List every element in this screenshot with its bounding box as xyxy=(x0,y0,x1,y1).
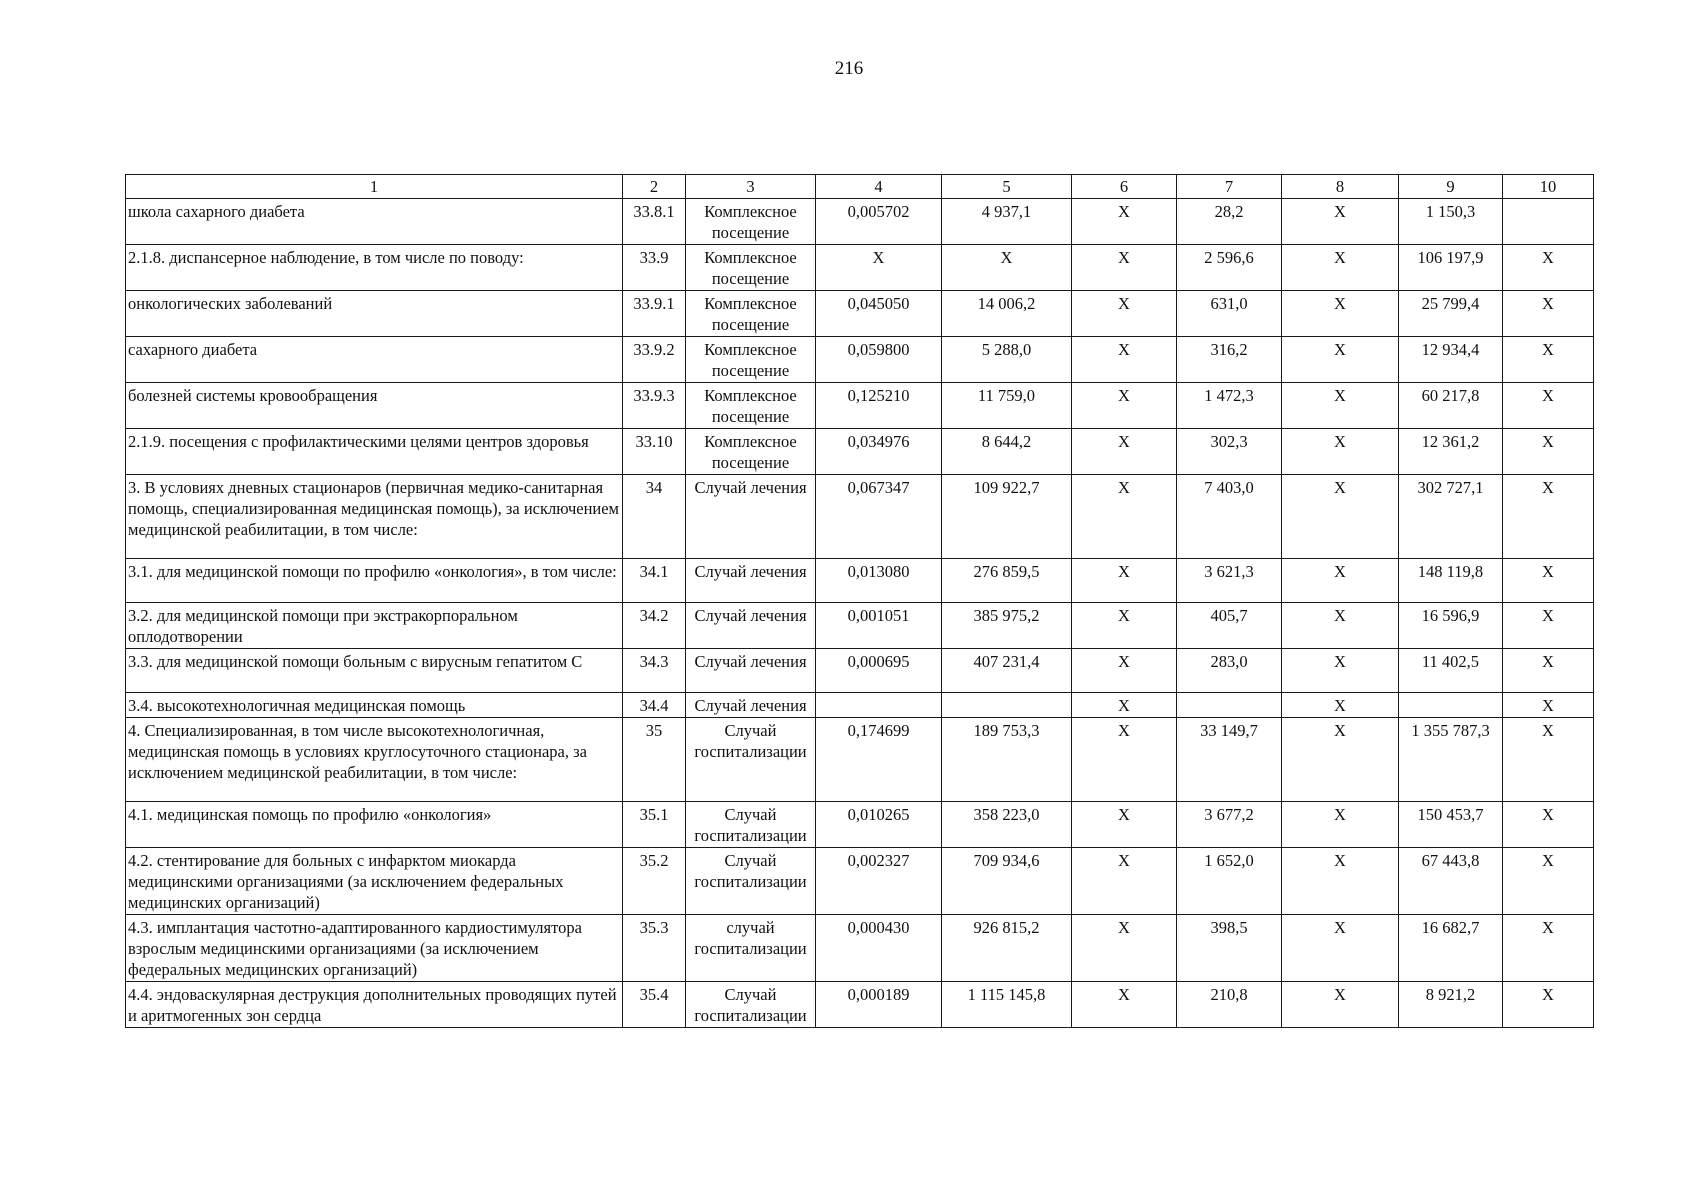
table-cell: X xyxy=(1282,982,1399,1028)
table-cell: 33.9.1 xyxy=(623,291,686,337)
table-cell: 3 677,2 xyxy=(1177,802,1282,848)
table-cell: X xyxy=(1072,559,1177,603)
table-cell: X xyxy=(1072,245,1177,291)
table-cell: 11 759,0 xyxy=(942,383,1072,429)
table-cell: 150 453,7 xyxy=(1399,802,1503,848)
table-cell: X xyxy=(1072,603,1177,649)
table-cell xyxy=(1503,199,1594,245)
table-cell: 60 217,8 xyxy=(1399,383,1503,429)
table-cell: X xyxy=(1503,291,1594,337)
table-cell: 1 652,0 xyxy=(1177,848,1282,915)
table-cell: X xyxy=(1072,429,1177,475)
table-cell: 35.1 xyxy=(623,802,686,848)
table-cell: X xyxy=(1072,291,1177,337)
row-label-cell: 3.4. высокотехнологичная медицинская помощь xyxy=(126,693,623,718)
table-cell: Случай госпитализации xyxy=(686,982,816,1028)
table-cell: X xyxy=(1282,245,1399,291)
table-row xyxy=(126,559,1594,603)
table-cell: 25 799,4 xyxy=(1399,291,1503,337)
row-label-cell: 3. В условиях дневных стационаров (первичная медико-санитарная помощь, специализированная медицинская помощь), за исключением медицинской реабилитации, в том числе: xyxy=(126,475,623,559)
table-cell: 34.3 xyxy=(623,649,686,693)
table-cell xyxy=(1399,693,1503,718)
table-cell: 12 934,4 xyxy=(1399,337,1503,383)
table-cell xyxy=(942,693,1072,718)
table-cell xyxy=(816,693,942,718)
row-label-cell: школа сахарного диабета xyxy=(126,199,623,245)
column-header: 10 xyxy=(1503,175,1594,199)
table-body xyxy=(126,199,1594,1028)
table-cell: X xyxy=(1282,199,1399,245)
column-header: 2 xyxy=(623,175,686,199)
table-cell: 1 115 145,8 xyxy=(942,982,1072,1028)
table-cell: X xyxy=(1503,383,1594,429)
table-cell: X xyxy=(1503,982,1594,1028)
table-cell: Комплексное посещение xyxy=(686,291,816,337)
column-header: 9 xyxy=(1399,175,1503,199)
table-cell: X xyxy=(1072,475,1177,559)
table-cell: Случай госпитализации xyxy=(686,802,816,848)
table-cell: 0,000430 xyxy=(816,915,942,982)
table-cell: 67 443,8 xyxy=(1399,848,1503,915)
table-row xyxy=(126,718,1594,802)
table-cell: 28,2 xyxy=(1177,199,1282,245)
table-row xyxy=(126,848,1594,915)
table-cell: 148 119,8 xyxy=(1399,559,1503,603)
table-cell: 11 402,5 xyxy=(1399,649,1503,693)
table-cell: Случай госпитализации xyxy=(686,718,816,802)
table-cell: X xyxy=(1282,291,1399,337)
table-row xyxy=(126,603,1594,649)
table-cell: Случай лечения xyxy=(686,475,816,559)
table-cell: 34.1 xyxy=(623,559,686,603)
column-header: 5 xyxy=(942,175,1072,199)
table-cell: X xyxy=(1282,649,1399,693)
table-cell: 34.2 xyxy=(623,603,686,649)
table-cell: 8 921,2 xyxy=(1399,982,1503,1028)
table-cell: 189 753,3 xyxy=(942,718,1072,802)
table-cell: X xyxy=(1072,802,1177,848)
table-row xyxy=(126,429,1594,475)
row-label-cell: сахарного диабета xyxy=(126,337,623,383)
table-cell: X xyxy=(1282,693,1399,718)
table-cell xyxy=(1177,693,1282,718)
table-cell: X xyxy=(1282,915,1399,982)
table-cell: 1 355 787,3 xyxy=(1399,718,1503,802)
table-cell: X xyxy=(1503,337,1594,383)
row-label-cell: 4.3. имплантация частотно-адаптированного кардиостимулятора взрослым медицинскими организациями (за исключением федеральных медицинских организаций) xyxy=(126,915,623,982)
table-cell: X xyxy=(1503,693,1594,718)
table-cell: 302,3 xyxy=(1177,429,1282,475)
table-cell: X xyxy=(1282,383,1399,429)
column-header: 6 xyxy=(1072,175,1177,199)
table-cell: 5 288,0 xyxy=(942,337,1072,383)
table-cell: Комплексное посещение xyxy=(686,429,816,475)
table-header-row xyxy=(126,175,1594,199)
table-row xyxy=(126,291,1594,337)
table-cell: X xyxy=(1503,475,1594,559)
table-cell: 0,002327 xyxy=(816,848,942,915)
table-cell: 7 403,0 xyxy=(1177,475,1282,559)
table-cell: X xyxy=(1503,848,1594,915)
row-label-cell: 3.1. для медицинской помощи по профилю «онкология», в том числе: xyxy=(126,559,623,603)
table-cell: 35.3 xyxy=(623,915,686,982)
table-cell: X xyxy=(1072,848,1177,915)
table-cell: Комплексное посещение xyxy=(686,199,816,245)
table-row xyxy=(126,383,1594,429)
page-number: 216 xyxy=(834,58,864,79)
table-cell: X xyxy=(816,245,942,291)
table-cell: 109 922,7 xyxy=(942,475,1072,559)
table-cell: 3 621,3 xyxy=(1177,559,1282,603)
table-cell: 0,013080 xyxy=(816,559,942,603)
table-cell: 33.9.2 xyxy=(623,337,686,383)
table-cell: 926 815,2 xyxy=(942,915,1072,982)
table-cell: X xyxy=(1072,718,1177,802)
table-cell: 0,174699 xyxy=(816,718,942,802)
column-header: 1 xyxy=(126,175,623,199)
row-label-cell: 2.1.9. посещения с профилактическими целями центров здоровья xyxy=(126,429,623,475)
table-cell: 0,001051 xyxy=(816,603,942,649)
table-cell: Комплексное посещение xyxy=(686,383,816,429)
table-cell: 210,8 xyxy=(1177,982,1282,1028)
table-cell: X xyxy=(1072,649,1177,693)
table-cell: 407 231,4 xyxy=(942,649,1072,693)
table-row xyxy=(126,337,1594,383)
table-cell: X xyxy=(1503,718,1594,802)
table-row xyxy=(126,915,1594,982)
table-cell: 35.4 xyxy=(623,982,686,1028)
table-cell: 709 934,6 xyxy=(942,848,1072,915)
table-cell: 8 644,2 xyxy=(942,429,1072,475)
table-cell: 0,010265 xyxy=(816,802,942,848)
table-cell: X xyxy=(1282,603,1399,649)
data-table xyxy=(125,174,1594,1028)
table-cell: X xyxy=(942,245,1072,291)
table-cell: Комплексное посещение xyxy=(686,245,816,291)
table-cell: 33.8.1 xyxy=(623,199,686,245)
table-cell: 33.9 xyxy=(623,245,686,291)
table-cell: 14 006,2 xyxy=(942,291,1072,337)
table-cell: X xyxy=(1282,848,1399,915)
table-cell: 34.4 xyxy=(623,693,686,718)
table-cell: 33 149,7 xyxy=(1177,718,1282,802)
table-cell: 0,125210 xyxy=(816,383,942,429)
table-cell: 1 472,3 xyxy=(1177,383,1282,429)
table-cell: X xyxy=(1503,649,1594,693)
table-cell: 33.10 xyxy=(623,429,686,475)
column-header: 7 xyxy=(1177,175,1282,199)
table-cell: 302 727,1 xyxy=(1399,475,1503,559)
table-cell: Случай лечения xyxy=(686,693,816,718)
table-row xyxy=(126,649,1594,693)
table-row xyxy=(126,199,1594,245)
table-cell: 398,5 xyxy=(1177,915,1282,982)
row-label-cell: 4.2. стентирование для больных с инфарктом миокарда медицинскими организациями (за исключением федеральных медицинских организаций) xyxy=(126,848,623,915)
table-cell: 405,7 xyxy=(1177,603,1282,649)
table-cell: X xyxy=(1503,802,1594,848)
column-header: 4 xyxy=(816,175,942,199)
table-cell: X xyxy=(1072,693,1177,718)
table-cell: 385 975,2 xyxy=(942,603,1072,649)
table-cell: 0,005702 xyxy=(816,199,942,245)
table-cell: 35 xyxy=(623,718,686,802)
table-cell: X xyxy=(1503,429,1594,475)
table-cell: X xyxy=(1503,245,1594,291)
table-cell: 631,0 xyxy=(1177,291,1282,337)
row-label-cell: 2.1.8. диспансерное наблюдение, в том числе по поводу: xyxy=(126,245,623,291)
table-cell: X xyxy=(1072,982,1177,1028)
table-cell: 283,0 xyxy=(1177,649,1282,693)
table-cell: 35.2 xyxy=(623,848,686,915)
table-cell: 12 361,2 xyxy=(1399,429,1503,475)
table-cell: X xyxy=(1282,475,1399,559)
table-cell: Случай госпитализации xyxy=(686,848,816,915)
row-label-cell: 4.1. медицинская помощь по профилю «онкология» xyxy=(126,802,623,848)
table-cell: 33.9.3 xyxy=(623,383,686,429)
row-label-cell: 4. Специализированная, в том числе высокотехнологичная, медицинская помощь в условиях круглосуточного стационара, за исключением медицинской реабилитации, в том числе: xyxy=(126,718,623,802)
table-cell: 0,045050 xyxy=(816,291,942,337)
column-header: 8 xyxy=(1282,175,1399,199)
table-cell: 316,2 xyxy=(1177,337,1282,383)
table-cell: X xyxy=(1282,337,1399,383)
table-cell: X xyxy=(1282,802,1399,848)
table-cell: 0,034976 xyxy=(816,429,942,475)
table-cell: X xyxy=(1282,559,1399,603)
table-cell: 106 197,9 xyxy=(1399,245,1503,291)
table-cell: 0,059800 xyxy=(816,337,942,383)
table-row xyxy=(126,982,1594,1028)
table-cell: 16 596,9 xyxy=(1399,603,1503,649)
table-cell: X xyxy=(1072,199,1177,245)
table-row xyxy=(126,802,1594,848)
table-cell: X xyxy=(1072,383,1177,429)
table-cell: 0,000695 xyxy=(816,649,942,693)
row-label-cell: 4.4. эндоваскулярная деструкция дополнительных проводящих путей и аритмогенных зон сердца xyxy=(126,982,623,1028)
table-cell: X xyxy=(1503,559,1594,603)
table-cell: Случай лечения xyxy=(686,559,816,603)
table-row xyxy=(126,693,1594,718)
table-cell: X xyxy=(1503,603,1594,649)
table-cell: 16 682,7 xyxy=(1399,915,1503,982)
table-cell: 358 223,0 xyxy=(942,802,1072,848)
table-cell: 34 xyxy=(623,475,686,559)
table-cell: Случай лечения xyxy=(686,649,816,693)
table-cell: 2 596,6 xyxy=(1177,245,1282,291)
table-cell: 276 859,5 xyxy=(942,559,1072,603)
row-label-cell: 3.2. для медицинской помощи при экстракорпоральном оплодотворении xyxy=(126,603,623,649)
row-label-cell: онкологических заболеваний xyxy=(126,291,623,337)
table-cell: X xyxy=(1072,337,1177,383)
table-row xyxy=(126,245,1594,291)
table-row xyxy=(126,475,1594,559)
table-cell: 4 937,1 xyxy=(942,199,1072,245)
table-cell: X xyxy=(1503,915,1594,982)
table-cell: 0,067347 xyxy=(816,475,942,559)
table-cell: X xyxy=(1282,718,1399,802)
row-label-cell: 3.3. для медицинской помощи больным с вирусным гепатитом С xyxy=(126,649,623,693)
table-cell: 1 150,3 xyxy=(1399,199,1503,245)
row-label-cell: болезней системы кровообращения xyxy=(126,383,623,429)
table-cell: X xyxy=(1282,429,1399,475)
table-cell: 0,000189 xyxy=(816,982,942,1028)
table-cell: Случай лечения xyxy=(686,603,816,649)
column-header: 3 xyxy=(686,175,816,199)
table-cell: Комплексное посещение xyxy=(686,337,816,383)
table-cell: X xyxy=(1072,915,1177,982)
table-cell: случай госпитализации xyxy=(686,915,816,982)
